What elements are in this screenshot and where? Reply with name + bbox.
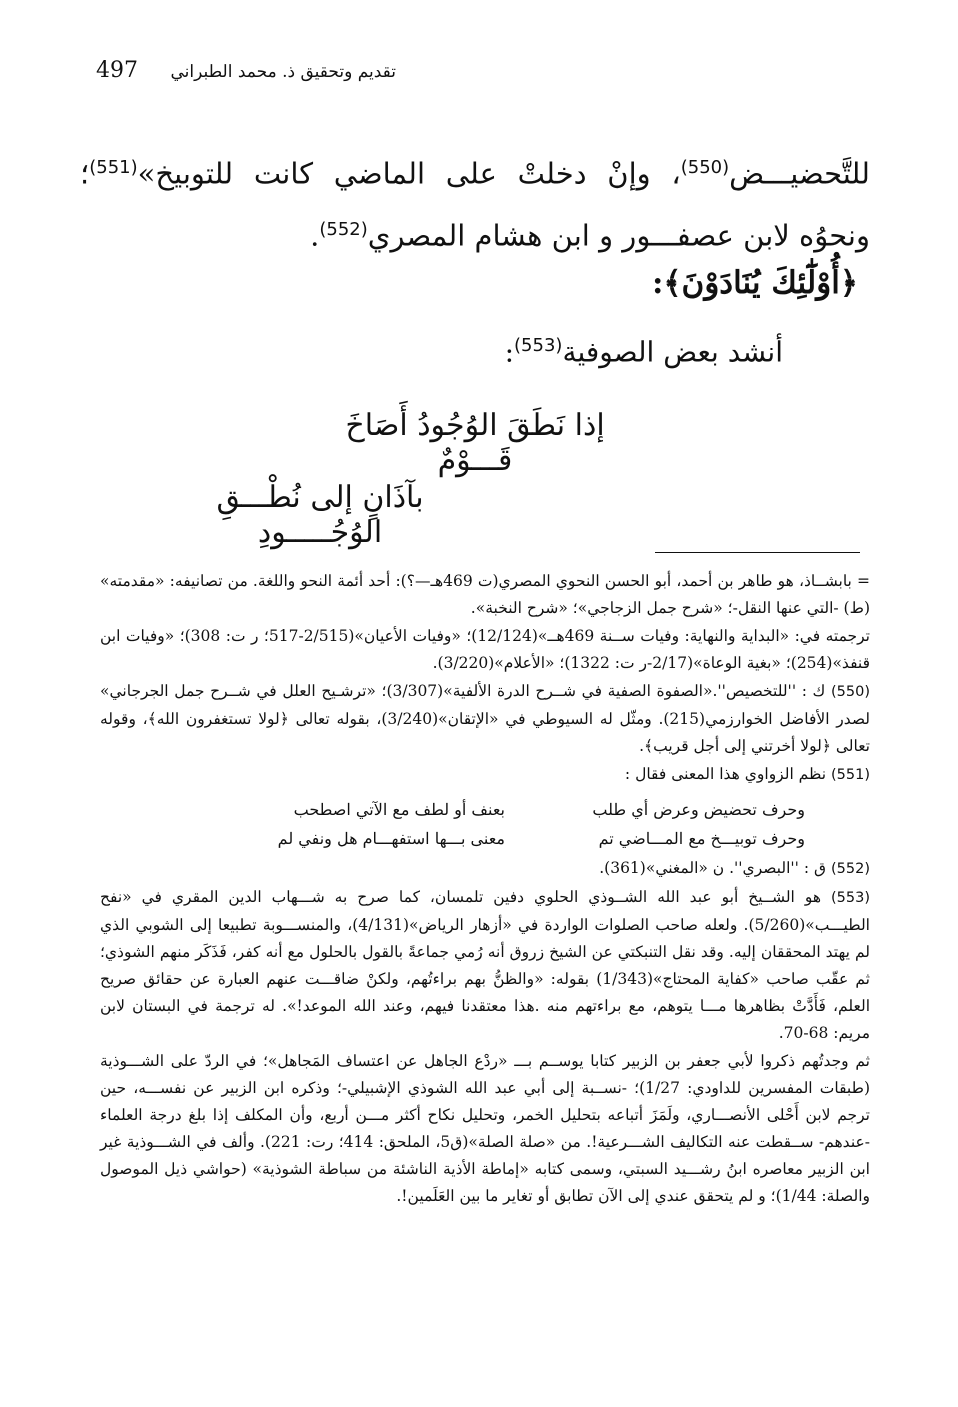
footnote-number: (552) bbox=[830, 861, 870, 877]
footnote-separator bbox=[655, 552, 860, 553]
verse-intro bbox=[505, 335, 783, 368]
page-number: 497 bbox=[96, 58, 138, 83]
poem-hemistich: معنى بـــها استفهـــام هل ونفي لم bbox=[277, 829, 505, 848]
footnote-551 bbox=[100, 761, 870, 789]
footnote-text: هو الشــيخ أبو عبد الله الشــوذي الحلوي دفين تلمسان، كما صرح به شـــهاب الدين المقري في «نفح الطيـــب»(5/260). ولعله صاحب الصلوات الواردة في «أزهار الرياض»(4/131)، والمنســـوبة تطبيعا إلى الشوبي الذي لم يهتد المحققان إليه. وقد نقل التنبكتي عن الشيخ زروق أنه رُمي جماعةً بالقول بالحلول مع أنه كفر، فَذَكَر منهم الشوذي؛ ثم عقّب صاحب «كفاية المحتاج»(1/343) بقوله: «والظنُّ بهم براءتُهم، ولكنْ ضاقـــت عنهم العبارة عن حقائق صريح العلم، فَأَدَّتْ بظاهرها مـــا يتوهم، مع براءتهم منه .هذا معتقدنا فيهم، وعند الله الموعد!». له ترجمة في البستان لابن مريم: 68-70. bbox=[100, 888, 870, 1042]
footnote-text: ق : ''البصري''. ن «المغني»(361). bbox=[599, 859, 827, 877]
verse-line-2: بآذَانٍ إلى نُطْـــقِ الوُجُـــــودِ bbox=[216, 480, 424, 550]
footnote-poem bbox=[100, 795, 870, 853]
main-text-segment: ، وإنْ دخلتْ على الماضي كانت للتوبيخ» bbox=[137, 156, 681, 191]
main-text bbox=[80, 140, 870, 263]
main-text-segment: ؛ ونحوُه لابن عصفـــور و ابن هشام المصري bbox=[80, 156, 870, 253]
verse-intro-colon: : bbox=[504, 335, 515, 369]
poem-hemistich: بعنف أو لطف مع الآتي اصطحب bbox=[293, 800, 505, 819]
main-paragraph bbox=[80, 140, 870, 263]
verse-intro-text: أنشد بعض الصوفية bbox=[562, 335, 783, 369]
running-header bbox=[96, 58, 396, 92]
footnote-ref-550[interactable]: (550) bbox=[680, 157, 730, 178]
footnote-number: (550) bbox=[830, 684, 870, 700]
footnote-continuation: ترجمته في: «البداية والنهاية: وفيات ســنة 469هــ»(12/124)؛ «وفيات الأعيان»(2/515-517؛ ر ت: 308)؛ «وفيات ابن قنفذ»(254)؛ «بغية الوعاة»(2/17-ر ت: 1322)؛ «الأعلام»(3/220). bbox=[100, 627, 870, 672]
footnote-550 bbox=[100, 678, 870, 760]
verse-line-1: إذا نَطَقَ الوُجُودُ أَصَاخَ قَـــوْمٌ bbox=[345, 408, 605, 478]
footnote-number: (553) bbox=[830, 890, 870, 906]
main-text-segment: . bbox=[310, 218, 320, 253]
footnote-553 bbox=[100, 884, 870, 1047]
poem-row bbox=[100, 795, 870, 824]
poem-hemistich: وحرف توبيـــخ مع المـــاضي تم bbox=[598, 829, 805, 848]
quranic-heading: ﴿أُوْلَٰٓئِكَ يُنَادَوْنَ﴾: bbox=[651, 265, 858, 301]
footnote-552 bbox=[100, 855, 870, 883]
footnote-continuation: = بابشــاذ، هو طاهر بن أحمد، أبو الحسن النحوي المصري(ت 469هـ—؟): أحد أئمة النحو واللغة. من تصانيفه: «مقدمته» (ط) -التي عنها النقل-؛ «شرح جمل الزجاجي»؛ «شرح النخبة». bbox=[100, 572, 870, 617]
footnotes bbox=[100, 568, 870, 1211]
footnote-553-continuation: ثم وجدتُهم ذكروا لأبي جعفر بن الزبير كتابا يوســم بـــ «ردْع الجاهل عن اعتساف المَجاهل»؛ في الردّ على الشـــوذية (طبقات المفسرين للداودي: 1/27)؛ -نســبة إلى أبي عبد الله الشوذي الإشبيلي-؛ وذكره ابن الزبير عن نفســـه، حين ترجم لابن أَحْلى الأنصـــاري، ولَمَزَ أتباعه بتحليل الخمر، وتحليل نكاح أكثر مـــن أربع، وأن المكلف إذا بلغ درجة العلماء -عندهم- ســقطت عنه التكاليف الشـــرعية!. من «صلة الصلة»(ق5، الملحق: 414؛ رت: 221). وألف في الشـــوذية غير ابن الزبير معاصره ابنُ رشـــيد السبتي، وسمى كتابه «إماطة الأذية الناشئة من سباطة الشوذية» (حواشي ذيل الموصول والصلة: 1/44)؛ و لم يتحقق عندي إلى الآن تطابق أو تغاير ما بين العَلَمين!. bbox=[100, 1052, 870, 1205]
header-credit: تقديم وتحقيق ذ. محمد الطبراني bbox=[170, 62, 396, 82]
footnote-ref-552[interactable]: (552) bbox=[319, 218, 368, 240]
main-text-segment: للتَّحضيـــض bbox=[729, 156, 870, 191]
footnote-ref-553[interactable]: (553) bbox=[514, 335, 563, 356]
poem-hemistich: وحرف تحضيض وعرض أي طلب bbox=[592, 800, 805, 819]
footnote-text: ك : ''للتخصيص''.«الصفوة الصفية في شــرح الدرة الألفية»(3/307)؛ «ترشـيح العلل في شــرح جمل الجرجاني» لصدر الأفاضل الخوارزمي(215). ومثّل له السيوطي في «الإتقان»(3/240)، بقوله تعالى ﴿لولا تستغفرون الله﴾، وقوله تعالى ﴿لولا أخرتني إلى أجل قريب﴾. bbox=[100, 682, 870, 755]
footnote-ref-551[interactable]: (551) bbox=[89, 157, 138, 178]
footnote-text: نظم الزواوي هذا المعنى فقال : bbox=[624, 765, 827, 783]
poem-row bbox=[100, 824, 870, 853]
footnote-number: (551) bbox=[830, 767, 870, 783]
